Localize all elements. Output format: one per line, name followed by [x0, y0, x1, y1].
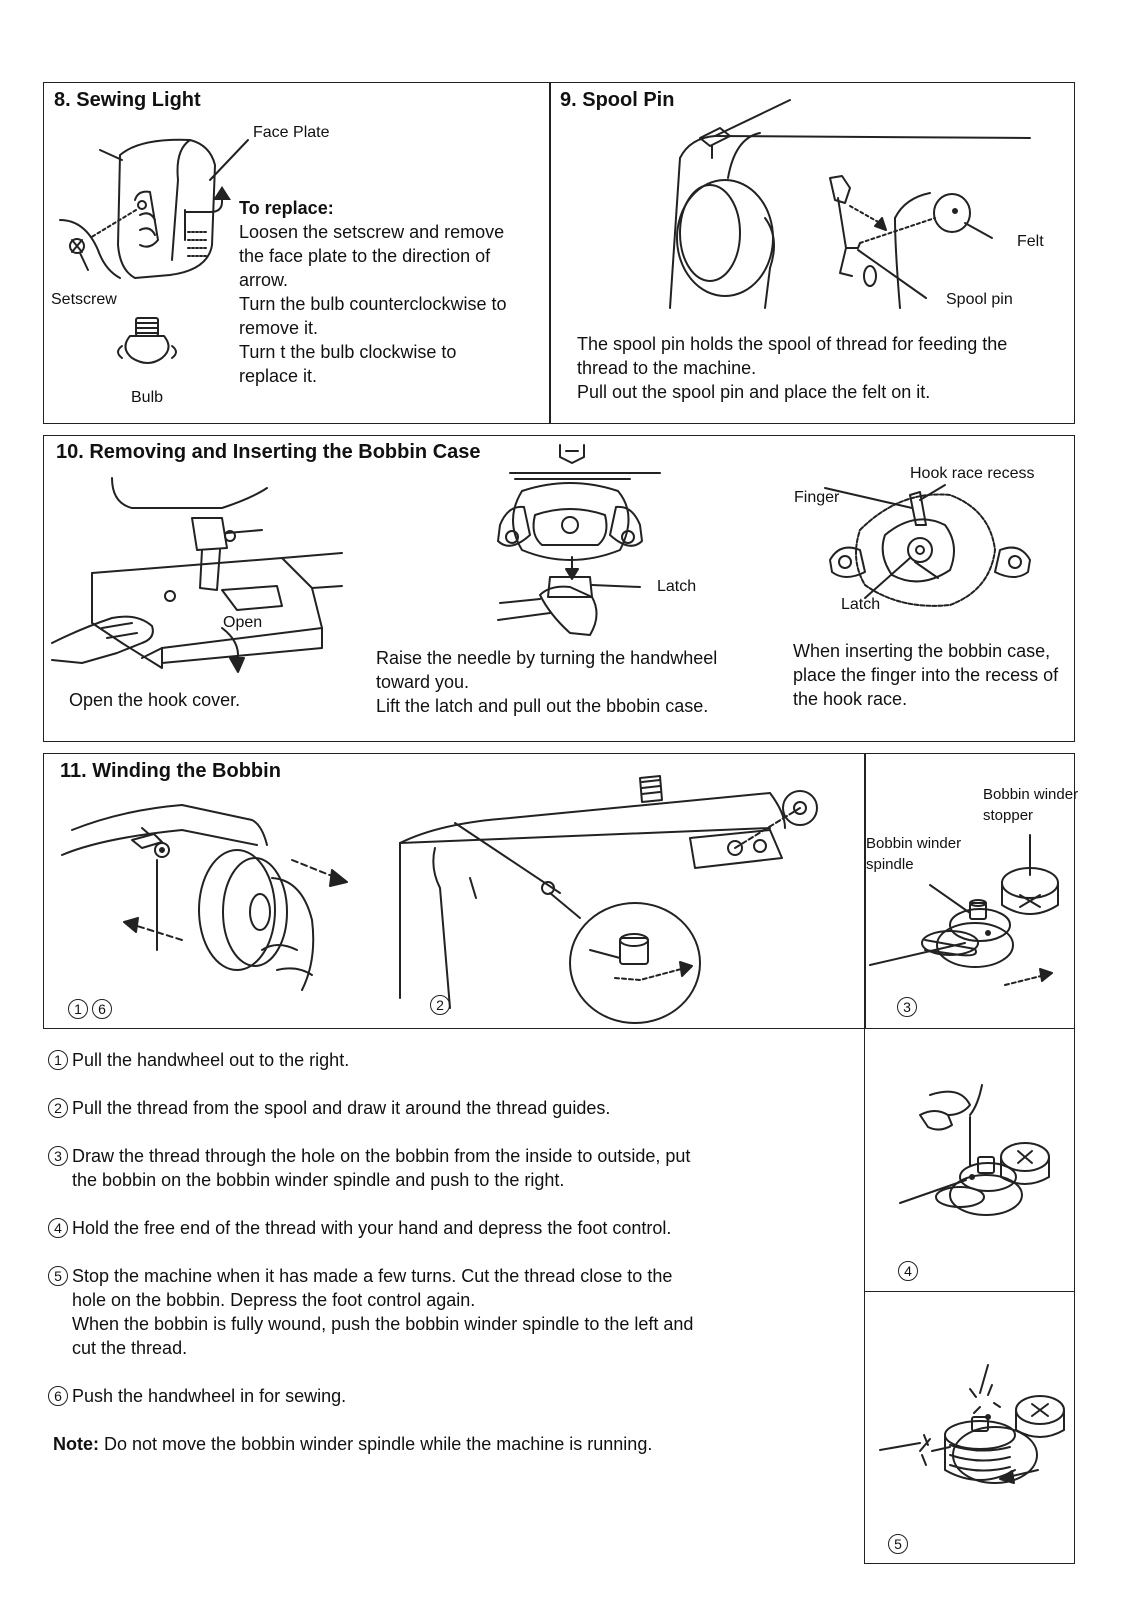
divider-11 [864, 753, 866, 1029]
step-line: When the bobbin is fully wound, push the bobbin winder spindle to the left and [72, 1314, 694, 1334]
caption-line: the hook race. [793, 689, 908, 709]
replace-title: To replace: [239, 198, 334, 218]
section-11-title: 11. Winding the Bobbin [60, 760, 281, 782]
spool-pin-line: The spool pin holds the spool of thread for feeding the [577, 334, 1008, 354]
step-line: Push the handwheel in for sewing. [72, 1386, 347, 1406]
free-end-thread-illustration [900, 1085, 1070, 1225]
section-8-title: 8. Sewing Light [54, 89, 201, 111]
caption-line: place the finger into the recess of [793, 665, 1059, 685]
label-stopper-2: stopper [983, 807, 1034, 824]
step-line: Pull the handwheel out to the right. [72, 1050, 350, 1070]
mark-4: 4 [898, 1261, 918, 1281]
step-line: cut the thread. [72, 1338, 188, 1358]
label-bulb: Bulb [131, 389, 164, 406]
label-felt: Felt [1017, 233, 1044, 250]
thread-guide-illustration [390, 768, 820, 1018]
open-hook-cover-illustration [52, 478, 342, 688]
replace-line: replace it. [239, 366, 318, 386]
caption-line: Lift the latch and pull out the bbobin case. [376, 696, 709, 716]
step-line: the bobbin on the bobbin winder spindle and push to the right. [72, 1170, 565, 1190]
label-setscrew: Setscrew [51, 291, 117, 308]
step-number: 4 [48, 1218, 68, 1238]
label-spool-pin: Spool pin [946, 291, 1013, 308]
insert-caption [793, 639, 1073, 711]
replace-line: arrow. [239, 270, 289, 290]
caption-line: toward you. [376, 672, 470, 692]
replace-line: Loosen the setscrew and remove [239, 222, 505, 242]
step-line: Hold the free end of the thread with your hand and depress the foot control. [72, 1218, 672, 1238]
step-number: 2 [48, 1098, 68, 1118]
caption-line: When inserting the bobbin case, [793, 641, 1051, 661]
replace-line: the face plate to the direction of [239, 246, 491, 266]
label-latch: Latch [657, 578, 697, 595]
figure-4-mark [898, 1259, 922, 1283]
label-finger: Finger [794, 489, 840, 506]
spool-pin-text [577, 332, 1067, 404]
step-5 [48, 1264, 808, 1360]
step-line: Pull the thread from the spool and draw it around the thread guides. [72, 1098, 611, 1118]
section-9-title: 9. Spool Pin [560, 89, 675, 111]
note-text: Do not move the bobbin winder spindle while the machine is running. [99, 1434, 653, 1454]
step-4 [48, 1216, 808, 1240]
caption-open-hook-cover: Open the hook cover. [69, 690, 241, 710]
step-number: 3 [48, 1146, 68, 1166]
step-2 [48, 1096, 808, 1120]
sewing-light-illustration [50, 120, 250, 400]
cut-thread-illustration [880, 1355, 1070, 1505]
label-open: Open [223, 614, 263, 631]
bobbin-case-remove-illustration [480, 445, 660, 650]
step-line: hole on the bobbin. Depress the foot control again. [72, 1290, 476, 1310]
step-6 [48, 1384, 808, 1408]
replace-instructions [239, 196, 539, 388]
bobbin-winder-illustration [870, 825, 1070, 995]
label-spindle-2: spindle [866, 856, 914, 873]
step-1 [48, 1048, 808, 1072]
divider-8-9 [549, 82, 551, 424]
replace-line: Turn the bulb counterclockwise to [239, 294, 507, 314]
mark-6: 6 [92, 999, 112, 1019]
spool-pin-line: thread to the machine. [577, 358, 757, 378]
step-3 [48, 1144, 808, 1192]
mark-5: 5 [888, 1534, 908, 1554]
mark-3: 3 [897, 997, 917, 1017]
bobbin-case-caption [376, 646, 776, 718]
caption-line: Raise the needle by turning the handwheel [376, 648, 718, 668]
spool-pin-line: Pull out the spool pin and place the felt on it. [577, 382, 931, 402]
section-10-title: 10. Removing and Inserting the Bobbin Case [56, 441, 481, 463]
label-face-plate: Face Plate [253, 124, 330, 141]
note-label: Note: [53, 1434, 99, 1454]
figure-3-mark [897, 995, 921, 1019]
label-latch-2: Latch [841, 596, 881, 613]
replace-line: remove it. [239, 318, 319, 338]
label-stopper-1: Bobbin winder [983, 786, 1079, 803]
mark-1: 1 [68, 999, 88, 1019]
figure-2-mark [430, 993, 454, 1017]
figure-1-6-marks [68, 997, 116, 1021]
step-line: Stop the machine when it has made a few turns. Cut the thread close to the [72, 1266, 673, 1286]
spool-pin-illustration [670, 98, 1030, 318]
step-number: 5 [48, 1266, 68, 1286]
step-line: Draw the thread through the hole on the bobbin from the inside to outside, put [72, 1146, 691, 1166]
note [53, 1432, 833, 1456]
label-hook-race-recess: Hook race recess [910, 465, 1035, 482]
replace-line: Turn t the bulb clockwise to [239, 342, 457, 362]
figure-5-mark [888, 1532, 912, 1556]
label-spindle-1: Bobbin winder [866, 835, 962, 852]
handwheel-illustration [62, 800, 352, 1010]
mark-2: 2 [430, 995, 450, 1015]
step-number: 1 [48, 1050, 68, 1070]
step-number: 6 [48, 1386, 68, 1406]
